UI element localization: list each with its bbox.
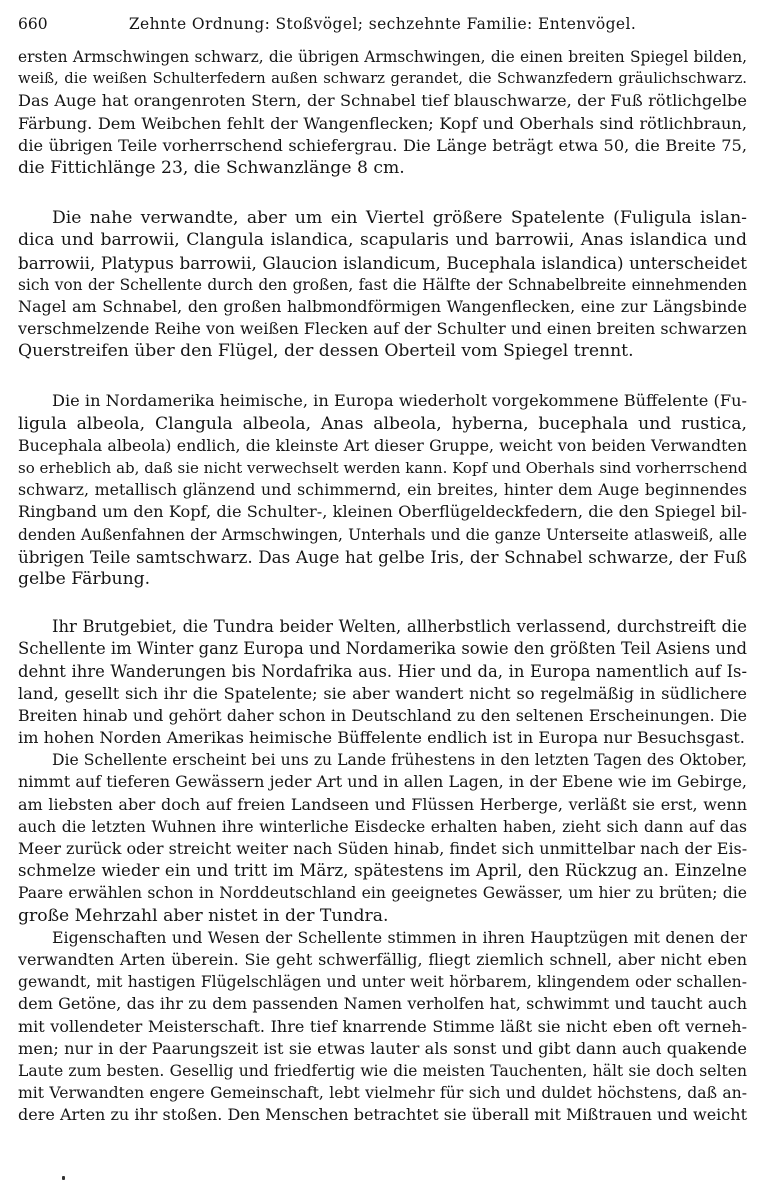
text-line: schmelze wieder ein und tritt im März, spätestens im April, den Rückzug an. Einzelne (18, 861, 747, 881)
body-text (18, 46, 747, 1126)
text-line: dere Arten zu ihr stoßen. Den Menschen betrachtet sie überall mit Mißtrauen und weicht (18, 1105, 747, 1125)
text-line: Schellente im Winter ganz Europa und Nordamerika sowie den größten Teil Asiens und (18, 639, 747, 659)
text-line: land, gesellt sich ihr die Spatelente; sie aber wandert nicht so regelmäßig in südlichere (18, 683, 747, 703)
text-line: gewandt, mit hastigen Flügelschlägen und unter weit hörbarem, klingendem oder schallen- (18, 973, 747, 992)
text-line: Meer zurück oder streicht weiter nach Süden hinab, findet sich unmittelbar nach der Eis- (18, 839, 747, 858)
text-line: Die Schellente erscheint bei uns zu Lande frühestens in den letzten Tagen des Oktober, (52, 751, 747, 770)
print-speck (62, 1176, 65, 1180)
text-line: dica und barrowii, Clangula islandica, scapularis und barrowii, Anas islandica und (18, 230, 747, 251)
text-line: Die in Nordamerika heimische, in Europa wiederholt vorgekommene Büffelente (Fu- (52, 391, 747, 411)
text-line: Bucephala albeola) endlich, die kleinste Art dieser Gruppe, weicht von beiden Verwandten (18, 435, 747, 455)
text-line: sich von der Schellente durch den großen, fast die Hälfte der Schnabelbreite einnehmenden (18, 275, 747, 294)
text-line: schwarz, metallisch glänzend und schimmernd, ein breites, hinter dem Auge beginnendes (18, 480, 747, 500)
text-line: Das Auge hat orangenroten Stern, der Schnabel tief blauschwarze, der Fuß rötlichgelbe (18, 91, 747, 111)
paragraph (18, 927, 747, 1127)
text-line: weiß, die weißen Schulterfedern außen schwarz gerandet, die Schwanzfedern gräulichschwarz. (18, 70, 747, 88)
text-line: Querstreifen über den Flügel, der dessen Oberteil vom Spiegel trennt. (18, 341, 634, 362)
text-line: die Fittichlänge 23, die Schwanzlänge 8 cm. (18, 157, 405, 178)
text-line: im hohen Norden Amerikas heimische Büffelente endlich ist in Europa nur Besuchsgast. (18, 728, 745, 748)
text-line: Ringband um den Kopf, die Schulter-, kleinen Oberflügeldeckfedern, die den Spiegel bil- (18, 502, 747, 522)
text-line: gelbe Färbung. (18, 568, 151, 589)
text-line: so erheblich ab, daß sie nicht verwechselt werden kann. Kopf und Oberhals sind vorherrschend (18, 459, 747, 477)
text-line: barrowii, Platypus barrowii, Glaucion islandicum, Bucephala islandica) unterscheidet (18, 252, 747, 273)
text-line: verwandten Arten überein. Sie geht schwerfällig, fliegt ziemlich schnell, aber nicht eben (18, 949, 747, 969)
running-head: Zehnte Ordnung: Stoßvögel; sechzehnte Familie: Entenvögel. (128, 15, 637, 33)
text-line: nimmt auf tieferen Gewässern jeder Art und in allen Lagen, in der Ebene wie im Gebirge, (18, 772, 747, 792)
text-line: die übrigen Teile vorherrschend schiefergrau. Die Länge beträgt etwa 50, die Breite 75, (18, 135, 747, 155)
text-line: dehnt ihre Wanderungen bis Nordafrika aus. Hier und da, in Europa namentlich auf Is- (18, 661, 747, 681)
text-line: denden Außenfahnen der Armschwingen, Unterhals und die ganze Unterseite atlasweiß, alle (18, 525, 747, 544)
paragraph (18, 749, 747, 927)
text-line: Eigenschaften und Wesen der Schellente stimmen in ihren Hauptzügen mit denen der (52, 927, 747, 947)
paragraph (18, 616, 747, 749)
paragraph (18, 207, 747, 362)
text-line: Laute zum besten. Gesellig und friedfertig wie die meisten Tauchenten, hält sie doch selten (18, 1061, 747, 1080)
page-number: 660 (18, 15, 48, 33)
paragraph (18, 390, 747, 590)
text-line: mit vollendeter Meisterschaft. Ihre tief knarrende Stimme läßt sie nicht eben oft verneh- (18, 1016, 747, 1036)
text-line: Nagel am Schnabel, den großen halbmondförmigen Wangenflecken, eine zur Längsbinde (18, 296, 747, 316)
text-line: Färbung. Dem Weibchen fehlt der Wangenflecken; Kopf und Oberhals sind rötlichbraun, (18, 113, 747, 133)
text-line: übrigen Teile samtschwarz. Das Auge hat gelbe Iris, der Schnabel schwarze, der Fuß (18, 546, 747, 567)
text-line: Die nahe verwandte, aber um ein Viertel größere Spatelente (Fuligula islan- (52, 208, 747, 229)
text-line: dem Getöne, das ihr zu dem passenden Namen verholfen hat, schwimmt und taucht auch (18, 994, 747, 1014)
text-line: am liebsten aber doch auf freien Landseen und Flüssen Herberge, verläßt sie erst, wenn (18, 794, 747, 814)
text-line: Paare erwählen schon in Norddeutschland ein geeignetes Gewässer, um hier zu brüten; die (18, 884, 747, 903)
text-line: ersten Armschwingen schwarz, die übrigen Armschwingen, die einen breiten Spiegel bilden, (18, 48, 747, 66)
text-line: men; nur in der Paarungszeit ist sie etwas lauter als sonst und gibt dann auch quakende (18, 1038, 747, 1058)
text-line: Breiten hinab und gehört daher schon in Deutschland zu den seltenen Erscheinungen. Die (18, 705, 747, 725)
page-header (18, 10, 747, 38)
paragraph (18, 46, 747, 179)
text-line: verschmelzende Reihe von weißen Flecken auf der Schulter und einen breiten schwarzen (18, 319, 747, 339)
text-line: auch die letzten Wuhnen ihre winterliche Eisdecke erhalten haben, zieht sich dann auf das (18, 817, 747, 836)
text-line: ligula albeola, Clangula albeola, Anas albeola, hyberna, bucephala und rustica, (18, 413, 747, 434)
text-line: Ihr Brutgebiet, die Tundra beider Welten, allherbstlich verlassend, durchstreift die (52, 617, 747, 637)
text-line: große Mehrzahl aber nistet in der Tundra. (18, 905, 389, 926)
text-line: mit Verwandten engere Gemeinschaft, lebt vielmehr für sich und duldet höchstens, daß an- (18, 1084, 747, 1103)
